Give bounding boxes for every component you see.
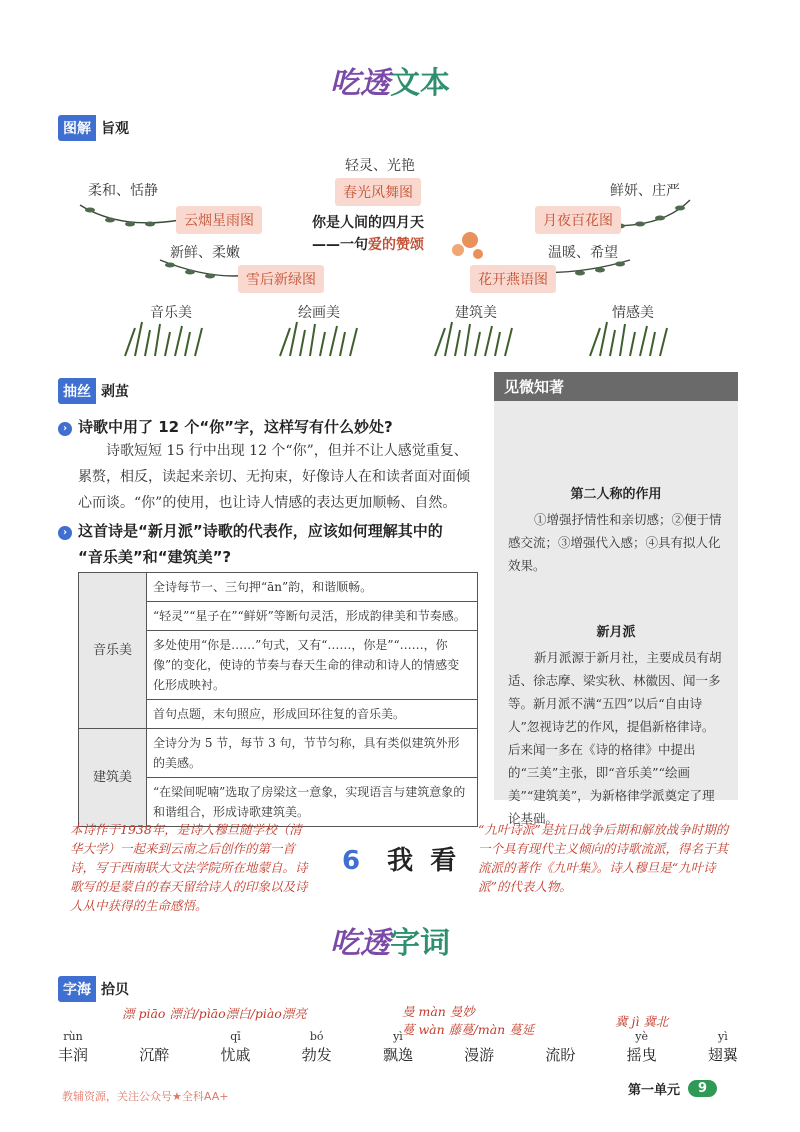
scene-label-1: 春光风舞图: [335, 178, 421, 206]
footer-right: [628, 1079, 717, 1098]
question-2-line2: “音乐美”和“建筑美”?: [78, 548, 232, 566]
answer-1: 诗歌短短 15 行中出现 12 个“你”，但并不让人感觉重复、累赘，相反，读起来亲切、无拘束，好像诗人在和读者面对面倾心而谈。“你”的使用，也让诗人情感的表达更加顺畅、自然。: [78, 443, 470, 511]
question-marker-icon: ›: [58, 422, 72, 436]
grass-icons: [120, 318, 680, 358]
center-line2-hl: 爱的赞颂: [368, 237, 424, 253]
note-man2: 蔓 wàn 藤蔓/màn 蔓延: [402, 1022, 535, 1037]
question-1: [58, 416, 478, 437]
center-line2: [312, 234, 424, 256]
table-row: 全诗分为 5 节，每节 3 句，节节匀称，具有类似建筑外形的美感。: [147, 729, 478, 778]
tag-b: 旨观: [96, 115, 134, 141]
scene-label-2: 云烟星雨图: [176, 206, 262, 234]
lesson-number: 6: [342, 846, 361, 876]
table-arch-label: 建筑美: [79, 729, 147, 827]
beauty-3: 建筑美: [455, 305, 497, 321]
tag-a: 字海: [58, 976, 96, 1002]
word-item: yì 飘逸: [382, 1030, 413, 1064]
word-item: 漫游: [464, 1046, 495, 1064]
section-title-b: 文本: [390, 66, 450, 101]
question-2-line1: 这首诗是“新月派”诗歌的代表作，应该如何理解其中的: [78, 522, 443, 540]
table-row: “在梁间呢喃”选取了房梁这一意象，实现语言与建筑意象的和谐组合，形成诗歌建筑美。: [147, 778, 478, 827]
tag-zihai: [58, 976, 134, 1002]
beauty-4: 情感美: [612, 305, 654, 321]
beauty-2: 绘画美: [298, 305, 340, 321]
table-row: 全诗每节一、三句押“ān”韵，和谐顺畅。: [147, 573, 478, 602]
center-title: [312, 212, 424, 256]
side-p1: ①增强抒情性和亲切感；②便于情感交流；③增强代入感；④具有拟人化效果。: [508, 512, 722, 573]
word-item: yì 翅翼: [707, 1030, 738, 1064]
section-title-text: [330, 58, 450, 102]
side-panel: [494, 372, 738, 826]
tag-chousi: [58, 378, 134, 404]
tag-b: 拾贝: [96, 976, 134, 1002]
scene-adj-1: 轻灵、光艳: [345, 158, 415, 174]
question-marker-icon: ›: [58, 526, 72, 540]
note-yi: 冀 jì 冀北: [615, 1014, 669, 1029]
center-line2-prefix: ——一句: [312, 237, 368, 253]
scene-adj-2: 柔和、恬静: [88, 183, 158, 199]
word-item: 流盼: [545, 1046, 576, 1064]
footer-left: 教辅资源，关注公众号★全科AA+: [62, 1090, 229, 1103]
side-sub2: 新月派: [596, 625, 636, 640]
note-left: 本诗作于1938年，是诗人穆旦随学校（清华大学）一起来到云南之后创作的第一首诗，写于西南联大文法学院所在地蒙自。诗歌写的是蒙自的春天留给诗人的印象以及诗人从中获得的生命感悟。: [70, 822, 308, 913]
word-item: 沉醉: [139, 1046, 170, 1064]
question-1-text: 诗歌中用了 12 个“你”字，这样写有什么妙处?: [78, 418, 393, 436]
tag-tujie: [58, 115, 134, 141]
scene-adj-4: 新鲜、柔嫩: [170, 245, 240, 261]
tag-b: 剥茧: [96, 378, 134, 404]
beauty-1: 音乐美: [150, 305, 192, 321]
note-right: “九叶诗派”是抗日战争后期和解放战争时期的一个具有现代主义倾向的诗歌流派，得名于其流派的著作《九叶集》。诗人穆旦是“九叶诗派”的代表人物。: [478, 822, 729, 894]
section-title-a: 吃透: [330, 66, 390, 101]
word-item: bó 勃发: [301, 1030, 332, 1064]
beauty-table: [78, 572, 478, 827]
question-2: [58, 518, 488, 570]
word-item: qī 忧戚: [220, 1030, 251, 1064]
scene-label-4: 雪后新绿图: [238, 265, 324, 293]
lesson-heading: [342, 840, 460, 877]
note-man1: 曼 màn 曼妙: [402, 1004, 475, 1019]
section2-title-a: 吃透: [330, 926, 390, 961]
lesson-title: 我 看: [387, 846, 461, 876]
word-item: rùn 丰润: [58, 1030, 89, 1064]
scene-label-5: 花开燕语图: [470, 265, 556, 293]
table-row: 首句点题，末句照应，形成回环往复的音乐美。: [147, 700, 478, 729]
center-line1: 你是人间的四月天: [312, 215, 424, 231]
tag-a: 抽丝: [58, 378, 96, 404]
section2-title: [330, 918, 450, 962]
word-list: [58, 1030, 738, 1065]
side-sub1: 第二人称的作用: [570, 487, 662, 502]
word-item: yè 摇曳: [626, 1030, 657, 1064]
page-number: 9: [688, 1080, 717, 1097]
table-row: “轻灵”“星子在”“鲜妍”等断句灵活，形成韵律美和节奏感。: [147, 602, 478, 631]
scene-label-3: 月夜百花图: [535, 206, 621, 234]
table-row: 多处使用“你是……”句式，又有“……，你是”“……，你像”的变化，使诗的节奏与春天生命的律动和诗人的情感变化形成映衬。: [147, 631, 478, 700]
flower-icon: [452, 232, 483, 259]
note-piao: 漂 piāo 漂泊/pìāo漂白/piào漂亮: [122, 1006, 307, 1021]
scene-adj-5: 温暖、希望: [548, 245, 618, 261]
side-p2: 新月派源于新月社，主要成员有胡适、徐志摩、梁实秋、林徽因、闻一多等。新月派不满“五四”以后“自由诗人”忽视诗艺的作风，提倡新格律诗。后来闻一多在《诗的格律》中提出的“三美”主张，即“音乐美”“绘画美”“建筑美”，为新格律学派奠定了理论基础。: [508, 650, 722, 826]
section2-title-b: 字词: [390, 926, 450, 961]
scene-adj-3: 鲜妍、庄严: [610, 183, 680, 199]
table-music-label: 音乐美: [79, 573, 147, 729]
tag-a: 图解: [58, 115, 96, 141]
side-panel-title: 见微知著: [494, 372, 738, 401]
footer-unit: 第一单元: [628, 1083, 681, 1098]
